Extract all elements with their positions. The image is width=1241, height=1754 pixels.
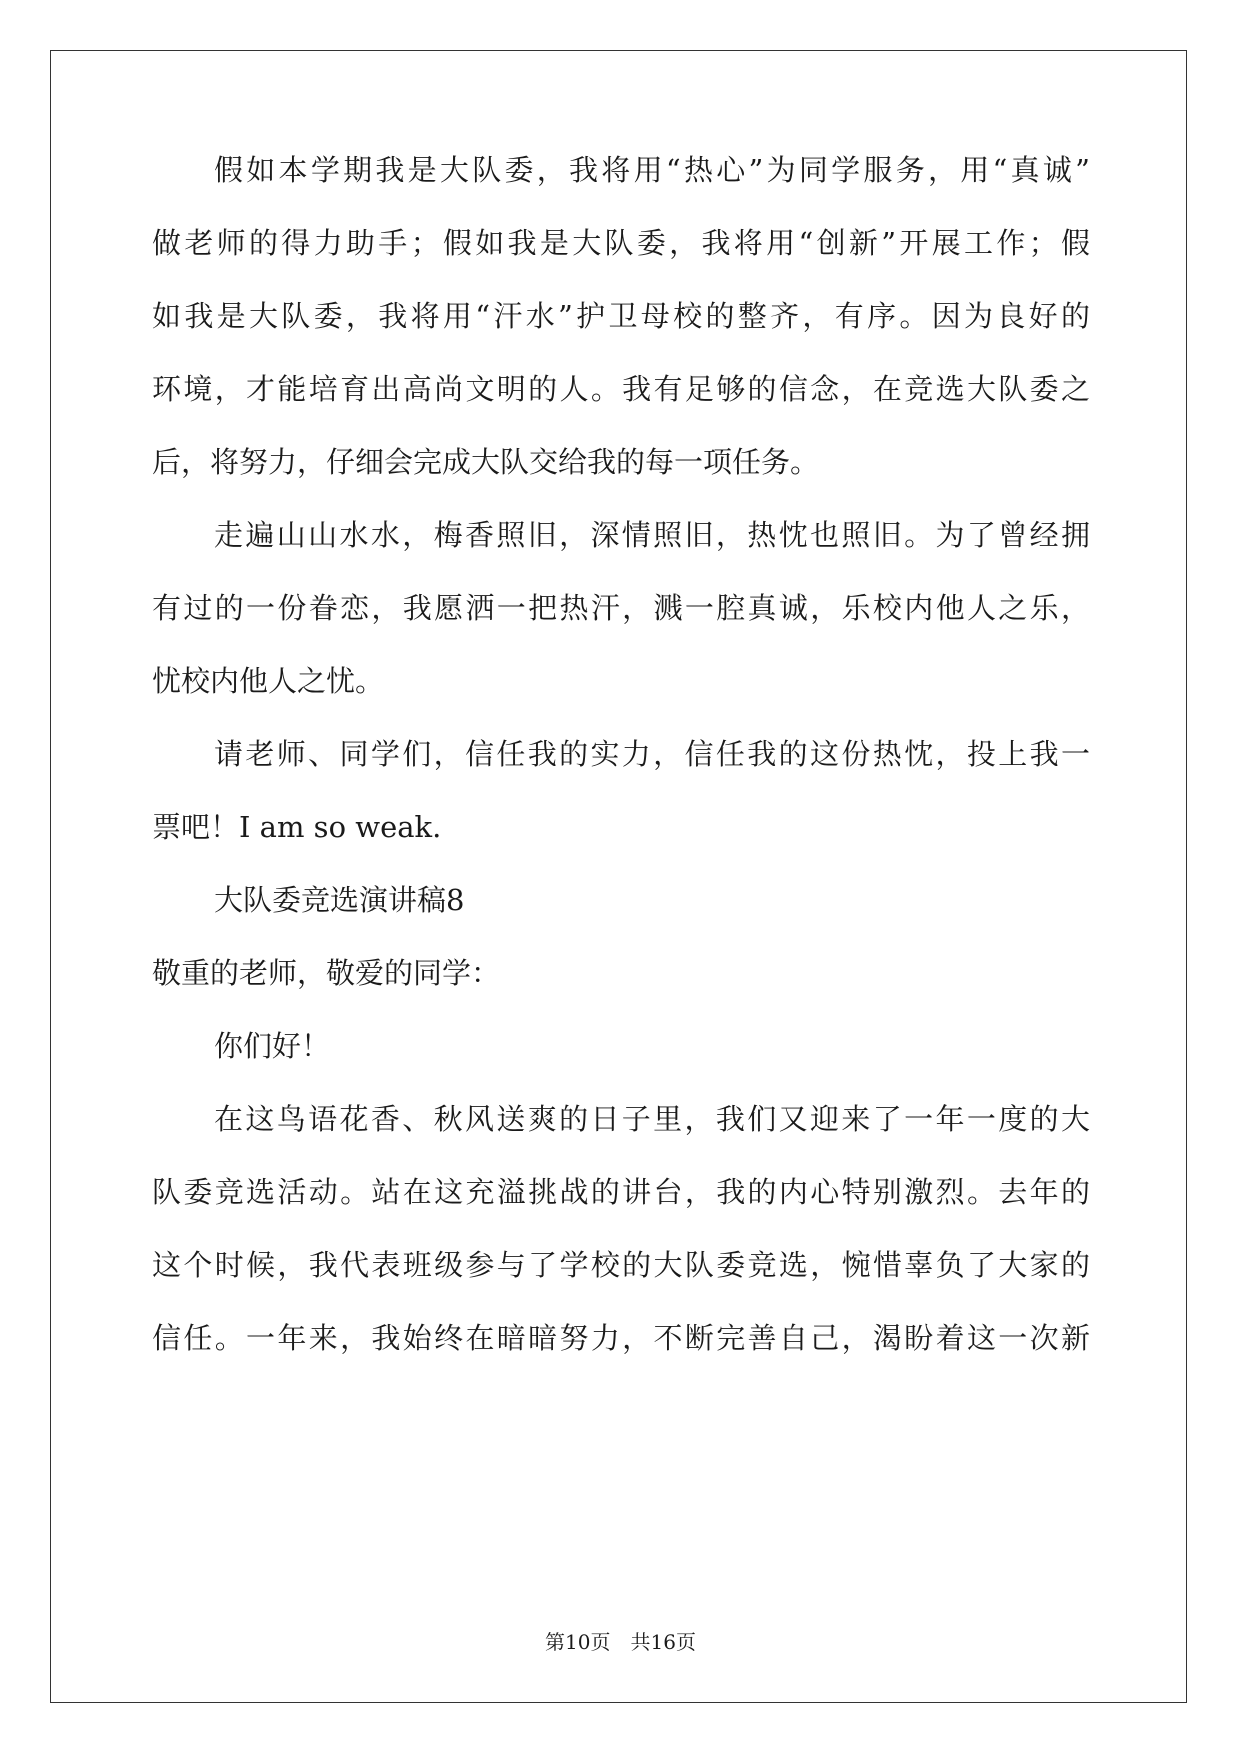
paragraph-line: 信任。一年来，我始终在暗暗努力，不断完善自己，渴盼着这一次新	[152, 1321, 1090, 1355]
paragraph-line: 假如本学期我是大队委，我将用“热心”为同学服务，用“真诚”	[214, 153, 1090, 187]
paragraph-line: 后，将努力，仔细会完成大队交给我的每一项任务。	[152, 445, 820, 479]
paragraph-line: 票吧！I am so weak.	[152, 810, 442, 844]
paragraph-line: 忧校内他人之忧。	[152, 664, 385, 698]
paragraph-line: 如我是大队委，我将用“汗水”护卫母校的整齐，有序。因为良好的	[152, 299, 1090, 333]
paragraph-line: 走遍山山水水，梅香照旧，深情照旧，热忱也照旧。为了曾经拥	[214, 518, 1090, 552]
section-heading: 大队委竞选演讲稿8	[214, 883, 465, 917]
paragraph-line: 环境，才能培育出高尚文明的人。我有足够的信念，在竞选大队委之	[152, 372, 1090, 406]
page-number-footer: 第10页 共16页	[545, 1630, 696, 1654]
salutation: 敬重的老师，敬爱的同学：	[152, 956, 501, 990]
greeting: 你们好！	[214, 1029, 331, 1063]
paragraph-line: 在这鸟语花香、秋风送爽的日子里，我们又迎来了一年一度的大	[214, 1102, 1090, 1136]
paragraph-line: 有过的一份眷恋，我愿洒一把热汗，溅一腔真诚，乐校内他人之乐，	[152, 591, 1090, 625]
paragraph-line: 请老师、同学们，信任我的实力，信任我的这份热忱，投上我一	[214, 737, 1090, 771]
paragraph-line: 队委竞选活动。站在这充溢挑战的讲台，我的内心特别激烈。去年的	[152, 1175, 1090, 1209]
paragraph-line: 这个时候，我代表班级参与了学校的大队委竞选，惋惜辜负了大家的	[152, 1248, 1090, 1282]
paragraph-line: 做老师的得力助手；假如我是大队委，我将用“创新”开展工作；假	[152, 226, 1090, 260]
